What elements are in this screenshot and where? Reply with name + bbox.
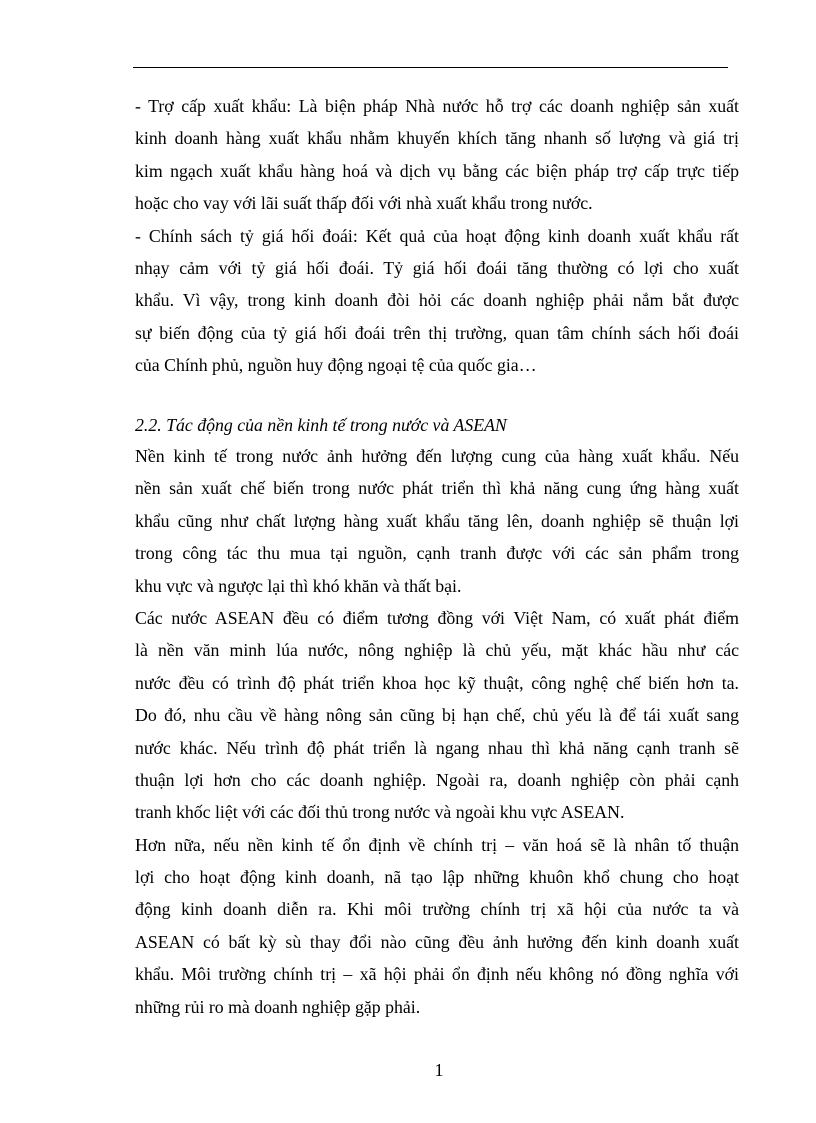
text-line: thuận lợi hơn cho các doanh nghiệp. Ngoài ra, doanh nghiệp còn phải cạnh [135,769,739,790]
text-line: khẩu cũng như chất lượng hàng xuất khẩu tăng lên, doanh nghiệp sẽ thuận lợi [135,510,739,531]
text-line: kim ngạch xuất khẩu hàng hoá và dịch vụ bằng các biện pháp trợ cấp trực tiếp [135,160,739,181]
text-line: khẩu. Môi trường chính trị – xã hội phải ổn định nếu không nó đồng nghĩa với [135,964,739,985]
section-heading: 2.2. Tác động của nền kinh tế trong nước và ASEAN [135,415,507,435]
paragraph-block-economy [135,440,739,1023]
header-rule [133,67,728,68]
text-line: tranh khốc liệt với các đối thủ trong nước và ngoài khu vực ASEAN. [135,802,625,823]
text-line: Hơn nữa, nếu nền kinh tế ổn định về chính trị – văn hoá sẽ là nhân tố thuận [135,834,739,855]
text-line: nhạy cảm với tỷ giá hối đoái. Tỷ giá hối đoái tăng thường có lợi cho xuất [135,257,739,278]
text-line: ASEAN có bất kỳ sù thay đổi nào cũng đều ảnh hưởng đến kinh doanh xuất [135,931,739,952]
text-line: khu vực và ngược lại thì khó khăn và thất bại. [135,575,462,596]
text-line: khẩu. Vì vậy, trong kinh doanh đòi hỏi các doanh nghiệp phải nắm bắt được [135,290,739,311]
text-line: Do đó, nhu cầu về hàng nông sản cũng bị hạn chế, chủ yếu là để tái xuất sang [135,705,739,726]
text-line: Nền kinh tế trong nước ảnh hưởng đến lượng cung của hàng xuất khẩu. Nếu [135,446,739,466]
text-line: Các nước ASEAN đều có điểm tương đồng với Việt Nam, có xuất phát điểm [135,607,739,628]
text-line: trong công tác thu mua tại nguồn, cạnh tranh được với các sản phẩm trong [135,543,739,564]
text-line: là nền văn minh lúa nước, nông nghiệp là chủ yếu, mặt khác hầu như các [135,640,739,661]
text-line: động kinh doanh diễn ra. Khi môi trường chính trị xã hội của nước ta và [135,899,739,920]
text-line: hoặc cho vay với lãi suất thấp đối với nhà xuất khẩu trong nước. [135,193,593,214]
text-line: - Trợ cấp xuất khẩu: Là biện pháp Nhà nước hỗ trợ các doanh nghiệp sản xuất [135,96,739,116]
text-line: nước khác. Nếu trình độ phát triển là ngang nhau thì khả năng cạnh tranh sẽ [135,737,739,758]
text-line: nền sản xuất chế biến trong nước phát triển thì khả năng cung ứng hàng xuất [135,478,739,499]
text-line: nước đều có trình độ phát triển khoa học kỹ thuật, công nghệ chế biến hơn ta. [135,672,739,693]
text-line: những rủi ro mà doanh nghiệp gặp phải. [135,996,421,1017]
text-line: của Chính phủ, nguồn huy động ngoại tệ của quốc gia… [135,355,537,376]
text-line: sự biến động của tỷ giá hối đoái trên thị trường, quan tâm chính sách hối đoái [135,322,739,343]
page-number: 1 [434,1060,444,1080]
text-line: lợi cho hoạt động kinh doanh, nã tạo lập những khuôn khổ chung cho hoạt [135,867,739,888]
text-line: kinh doanh hàng xuất khẩu nhằm khuyến khích tăng nhanh số lượng và giá trị [135,128,739,149]
paragraph-block-export-policy [135,90,739,382]
text-line: - Chính sách tỷ giá hối đoái: Kết quả của hoạt động kinh doanh xuất khẩu rất [135,225,739,246]
